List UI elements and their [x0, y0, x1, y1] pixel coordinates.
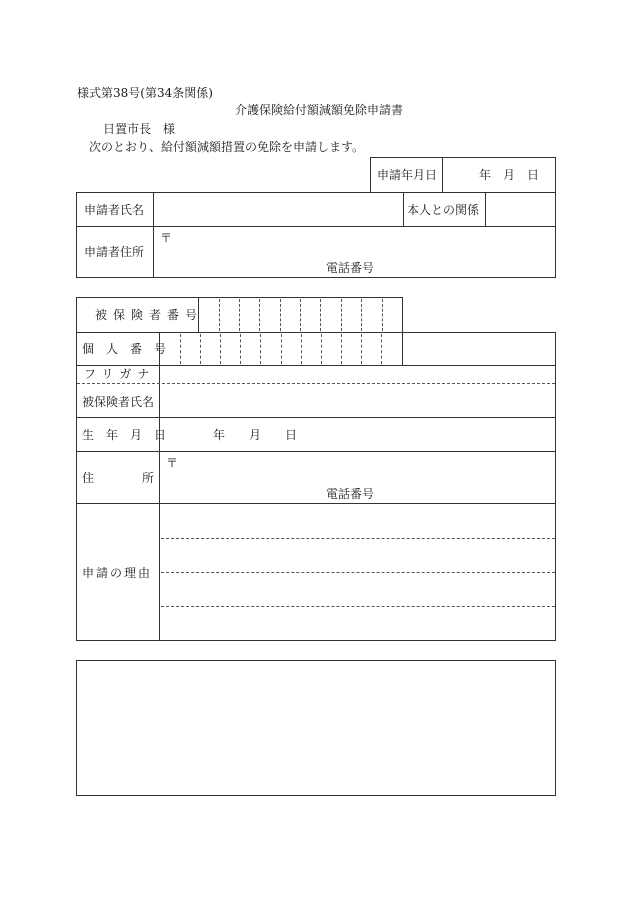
- applicant-postal-mark: 〒: [160, 231, 173, 245]
- applicant-name-field[interactable]: [154, 193, 402, 225]
- personal-number-label: 個 人 番 号: [82, 342, 167, 356]
- office-use-box: [76, 660, 556, 796]
- addressee: 日置市長 様: [103, 122, 176, 136]
- insured-address-label-1: 住: [82, 471, 95, 485]
- relation-label: 本人との関係: [407, 203, 480, 217]
- birthdate-field[interactable]: 年 月 日: [213, 428, 298, 442]
- insured-name-field[interactable]: [160, 384, 555, 417]
- furigana-label: フリガナ: [84, 367, 156, 381]
- insured-postal-mark: 〒: [166, 456, 179, 470]
- applicant-phone-label: 電話番号: [326, 261, 375, 275]
- application-date-field[interactable]: 年 月 日: [479, 168, 540, 182]
- reason-label: 申請の理由: [82, 566, 153, 580]
- relation-field[interactable]: [486, 193, 555, 225]
- insured-name-label: 被保険者氏名: [82, 395, 155, 409]
- insured-number-label: 被保険者番号: [95, 308, 204, 322]
- application-date-label: 申請年月日: [377, 168, 438, 182]
- applicant-address-label: 申請者住所: [84, 245, 145, 259]
- furigana-field[interactable]: [160, 366, 555, 383]
- document-title: 介護保険給付額減額免除申請書: [235, 103, 404, 117]
- applicant-name-label: 申請者氏名: [84, 203, 145, 217]
- form-number: 様式第38号(第34条関係): [77, 86, 213, 100]
- birthdate-label: 生 年 月 日: [82, 428, 167, 442]
- insured-address-label-2: 所: [142, 471, 155, 485]
- insured-phone-label: 電話番号: [326, 487, 375, 501]
- intro-text: 次のとおり、給付額減額措置の免除を申請します。: [89, 140, 365, 154]
